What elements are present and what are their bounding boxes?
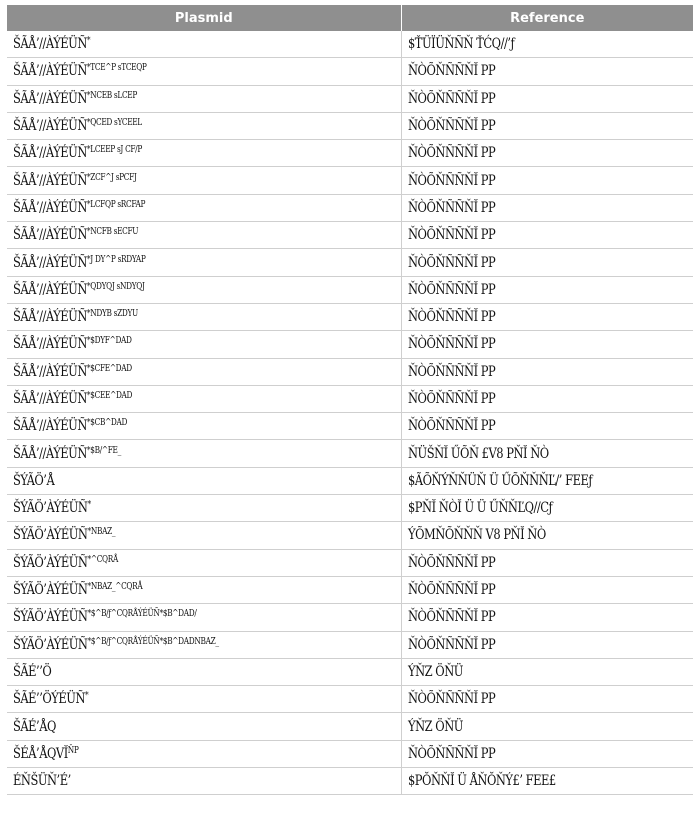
plasmid-superscript: * (87, 500, 91, 511)
plasmid-cell (7, 713, 401, 740)
reference-cell (401, 331, 693, 358)
table-row (7, 58, 693, 85)
plasmid-cell (7, 276, 401, 303)
plasmid-text (13, 527, 115, 543)
reference-cell (401, 522, 693, 549)
reference-text: ŇÒÕŇÑÑŇĬ PP (407, 254, 495, 271)
plasmid-name: ŠÃÉ’ÅQ (13, 718, 56, 735)
reference-cell (401, 604, 693, 631)
reference-text: ŇÒÕŇÑÑŇĬ PP (407, 145, 495, 162)
plasmid-name: ŠÝÃÖ’ÀÝÉÜÑ (13, 527, 88, 544)
plasmid-cell (7, 358, 401, 385)
plasmid-text (13, 582, 142, 598)
reference-text: ŇÒÕŇÑÑŇĬ PP (407, 691, 495, 708)
plasmid-text (13, 91, 137, 107)
plasmid-cell (7, 112, 401, 139)
table-row (7, 713, 693, 740)
table-body (7, 31, 693, 795)
plasmid-name: ŠÝÃÖ’ÀÝÉÜÑ (13, 582, 88, 599)
reference-cell (401, 713, 693, 740)
plasmid-text (13, 63, 147, 79)
table-row (7, 194, 693, 221)
table-row (7, 549, 693, 576)
plasmid-text (13, 200, 145, 216)
plasmid-cell (7, 331, 401, 358)
plasmid-text (13, 637, 219, 653)
plasmid-text (13, 227, 138, 243)
reference-cell (401, 249, 693, 276)
table-row (7, 167, 693, 194)
table-row (7, 604, 693, 631)
plasmid-superscript: *LCEEP sJ CF/P (86, 145, 142, 156)
plasmid-cell (7, 58, 401, 85)
reference-cell (401, 31, 693, 58)
plasmid-text (13, 418, 127, 434)
header-plasmid: Plasmid (7, 5, 401, 31)
reference-text: ŇÒÕŇÑÑŇĬ PP (407, 582, 495, 599)
table-row (7, 768, 693, 795)
reference-text: $ŤÜÏÜŇÑŇ ŤĆQ//’ƒ (407, 36, 514, 53)
plasmid-superscript: *$B/^FE_ (86, 445, 121, 456)
reference-cell (401, 467, 693, 494)
reference-text: ŇÒÕŇÑÑŇĬ PP (407, 336, 495, 353)
plasmid-superscript: *$^B/ƒ^CQRÅÝÉÜÑ*$B^DAD/ (87, 609, 197, 620)
reference-text: ŇÒÕŇÑÑŇĬ PP (407, 363, 495, 380)
plasmid-cell (7, 549, 401, 576)
plasmid-name: ŠÝÃÖ’ÀÝÉÜÑ (13, 554, 88, 571)
reference-text: ŇÒÕŇÑÑŇĬ PP (407, 636, 495, 653)
plasmid-text (13, 609, 197, 625)
plasmid-table-container (7, 5, 693, 795)
reference-text: ŇÒÕŇÑÑŇĬ PP (407, 745, 495, 762)
reference-cell (401, 58, 693, 85)
table-row (7, 140, 693, 167)
reference-text: ŇÜŠŇĬ ŰÕŇ £V8 PŇĬ ŇÒ (407, 445, 549, 462)
plasmid-superscript: ŇP (67, 745, 79, 756)
plasmid-text (13, 255, 145, 271)
reference-cell (401, 85, 693, 112)
reference-cell (401, 549, 693, 576)
reference-cell (401, 358, 693, 385)
table-row (7, 85, 693, 112)
reference-cell (401, 576, 693, 603)
plasmid-text (13, 282, 145, 298)
plasmid-superscript: *NBAZ_^CQRÅ (87, 582, 143, 593)
plasmid-text (13, 309, 138, 325)
plasmid-name: ŠÃÅ’//ÀÝÉÜÑ (13, 199, 87, 216)
reference-cell (401, 222, 693, 249)
plasmid-reference-table (7, 5, 693, 795)
plasmid-text (13, 446, 121, 462)
plasmid-text (13, 773, 71, 789)
plasmid-text (13, 500, 91, 516)
plasmid-text (13, 118, 142, 134)
table-row (7, 385, 693, 412)
plasmid-superscript: *ZCF^J sPCFJ (86, 172, 137, 183)
plasmid-name: ŠÝÃÖ’ÀÝÉÜÑ (13, 609, 88, 626)
plasmid-cell (7, 740, 401, 767)
table-row (7, 222, 693, 249)
reference-text: ŇÒÕŇÑÑŇĬ PP (407, 118, 495, 135)
table-row (7, 631, 693, 658)
plasmid-name: ÉŇŠÜŇ’É’ (13, 773, 71, 790)
reference-text: ŇÒÕŇÑÑŇĬ PP (407, 391, 495, 407)
plasmid-name: ŠÃÅ’//ÀÝÉÜÑ (13, 445, 87, 462)
plasmid-name: ŠÝÃÖ’ÀÝÉÜÑ (13, 636, 88, 653)
reference-cell (401, 686, 693, 713)
plasmid-cell (7, 222, 401, 249)
plasmid-name: ŠÃÅ’//ÀÝÉÜÑ (13, 227, 87, 244)
table-row (7, 358, 693, 385)
plasmid-cell (7, 495, 401, 522)
plasmid-cell (7, 413, 401, 440)
plasmid-text (13, 664, 51, 680)
plasmid-text (13, 173, 137, 189)
plasmid-text (13, 145, 142, 161)
reference-cell (401, 303, 693, 330)
reference-cell (401, 112, 693, 139)
reference-text: ŇÒÕŇÑÑŇĬ PP (407, 281, 495, 298)
plasmid-superscript: *NBAZ_ (87, 527, 116, 538)
plasmid-name: ŠÃÅ’//ÀÝÉÜÑ (13, 336, 87, 353)
reference-text: ŇÒÕŇÑÑŇĬ PP (407, 172, 495, 189)
reference-cell (401, 140, 693, 167)
plasmid-name: ŠÃÅ’//ÀÝÉÜÑ (13, 309, 87, 326)
table-row (7, 740, 693, 767)
plasmid-superscript: *NCFB sECFU (86, 227, 139, 238)
reference-cell (401, 768, 693, 795)
plasmid-name: ŠÃÅ’//ÀÝÉÜÑ (13, 90, 87, 107)
plasmid-text (13, 336, 132, 352)
reference-cell (401, 413, 693, 440)
reference-cell (401, 658, 693, 685)
plasmid-cell (7, 686, 401, 713)
reference-text: ÝŇZ ÖŇÜ (407, 718, 463, 735)
table-row (7, 112, 693, 139)
plasmid-name: ŠÃÅ’//ÀÝÉÜÑ (13, 63, 87, 80)
reference-cell (401, 167, 693, 194)
reference-text: $ÃÕŇÝŇŇÜŇ Ü ŰÕŇŇŇĽ/’ FEEƒ (407, 472, 592, 489)
table-row (7, 440, 693, 467)
plasmid-cell (7, 658, 401, 685)
reference-text: ŇÒÕŇÑÑŇĬ PP (407, 554, 495, 571)
header-reference: Reference (401, 5, 693, 31)
plasmid-cell (7, 303, 401, 330)
reference-cell (401, 440, 693, 467)
plasmid-name: ŠÝÃÖ’Å (13, 472, 55, 489)
plasmid-name: ŠÉÅ’ÅQVĬ (13, 745, 68, 762)
plasmid-name: ŠÃÅ’//ÀÝÉÜÑ (13, 172, 87, 189)
plasmid-cell (7, 467, 401, 494)
plasmid-name: ŠÃÅ’//ÀÝÉÜÑ (13, 36, 87, 53)
plasmid-cell (7, 385, 401, 412)
plasmid-text (13, 719, 56, 735)
table-header (7, 5, 693, 31)
reference-cell (401, 495, 693, 522)
plasmid-superscript: *$^B/ƒ^CQRÅÝÉÜÑ*$B^DADNBAZ_ (87, 636, 219, 647)
table-row (7, 522, 693, 549)
reference-text: $PŇĬ ŇÒĬ Ü Ü ŰŇŇĽQ//Cƒ (407, 500, 552, 517)
plasmid-cell (7, 440, 401, 467)
reference-text: ÝŇZ ÖŇÜ (407, 663, 463, 680)
plasmid-name: ŠÝÃÖ’ÀÝÉÜÑ (13, 500, 88, 517)
reference-text: ŇÒÕŇÑÑŇĬ PP (407, 199, 495, 216)
header-row (7, 5, 693, 31)
plasmid-cell (7, 768, 401, 795)
plasmid-superscript: *$CB^DAD (86, 418, 128, 429)
table-row (7, 31, 693, 58)
table-row (7, 303, 693, 330)
plasmid-superscript: *QDYQJ sNDYQJ (86, 281, 145, 292)
plasmid-cell (7, 140, 401, 167)
plasmid-superscript: *LCFQP sRCFAP (86, 199, 146, 210)
plasmid-superscript: * (86, 36, 91, 47)
plasmid-superscript: *J DY^P sRDYAP (86, 254, 146, 265)
plasmid-name: ŠÃÉ’’ÖÝÉÜÑ (13, 691, 86, 708)
reference-text: ŇÒÕŇÑÑŇĬ PP (407, 418, 495, 435)
reference-text: ŇÒÕŇÑÑŇĬ PP (407, 609, 495, 626)
table-row (7, 413, 693, 440)
reference-text: ÝÕMŇÕŇŇŇ V8 PŇĬ ŇÒ (407, 527, 546, 544)
plasmid-text (13, 473, 54, 489)
plasmid-text (13, 555, 118, 571)
reference-cell (401, 385, 693, 412)
reference-cell (401, 740, 693, 767)
plasmid-name: ŠÃÅ’//ÀÝÉÜÑ (13, 363, 87, 380)
plasmid-superscript: *NCEB sLCEP (86, 90, 137, 101)
plasmid-cell (7, 194, 401, 221)
plasmid-superscript: *$DYF^DAD (86, 336, 132, 347)
reference-text: ŇÒÕŇÑÑŇĬ PP (407, 309, 495, 326)
plasmid-name: ŠÃÅ’//ÀÝÉÜÑ (13, 254, 87, 271)
plasmid-text (13, 691, 88, 707)
reference-cell (401, 276, 693, 303)
table-row (7, 658, 693, 685)
plasmid-cell (7, 604, 401, 631)
table-row (7, 331, 693, 358)
reference-text: $PŎŇŇĬ Ü ÅŇŎŇÝ£’ FEE£ (407, 773, 556, 790)
plasmid-name: ŠÃÅ’//ÀÝÉÜÑ (13, 391, 87, 407)
reference-text: ŇÒÕŇÑÑŇĬ PP (407, 90, 495, 107)
plasmid-superscript: *$CEE^DAD (86, 391, 133, 401)
plasmid-superscript: * (85, 691, 89, 702)
plasmid-superscript: *NDYB sZDYU (86, 309, 138, 320)
plasmid-text (13, 746, 79, 762)
plasmid-superscript: *$CFE^DAD (86, 363, 132, 374)
table-row (7, 576, 693, 603)
reference-text: ŇÒÕŇÑÑŇĬ PP (407, 227, 495, 244)
plasmid-name: ŠÃÅ’//ÀÝÉÜÑ (13, 418, 87, 435)
plasmid-cell (7, 522, 401, 549)
plasmid-text (13, 36, 90, 52)
plasmid-cell (7, 249, 401, 276)
reference-cell (401, 631, 693, 658)
plasmid-cell (7, 576, 401, 603)
plasmid-cell (7, 85, 401, 112)
table-row (7, 276, 693, 303)
table-row (7, 686, 693, 713)
plasmid-text (13, 391, 132, 407)
plasmid-name: ŠÃÉ’’Ö (13, 663, 52, 680)
plasmid-superscript: *TCE^P sTCEQP (86, 63, 147, 74)
table-row (7, 249, 693, 276)
plasmid-superscript: *^CQRÅ (87, 554, 118, 565)
plasmid-name: ŠÃÅ’//ÀÝÉÜÑ (13, 281, 87, 298)
reference-text: ŇÒÕŇÑÑŇĬ PP (407, 63, 495, 80)
plasmid-cell (7, 167, 401, 194)
plasmid-cell (7, 31, 401, 58)
plasmid-name: ŠÃÅ’//ÀÝÉÜÑ (13, 145, 87, 162)
reference-cell (401, 194, 693, 221)
table-row (7, 467, 693, 494)
plasmid-name: ŠÃÅ’//ÀÝÉÜÑ (13, 118, 87, 135)
table-row (7, 495, 693, 522)
plasmid-superscript: *QCED sYCEEL (86, 118, 142, 129)
plasmid-text (13, 364, 132, 380)
plasmid-cell (7, 631, 401, 658)
